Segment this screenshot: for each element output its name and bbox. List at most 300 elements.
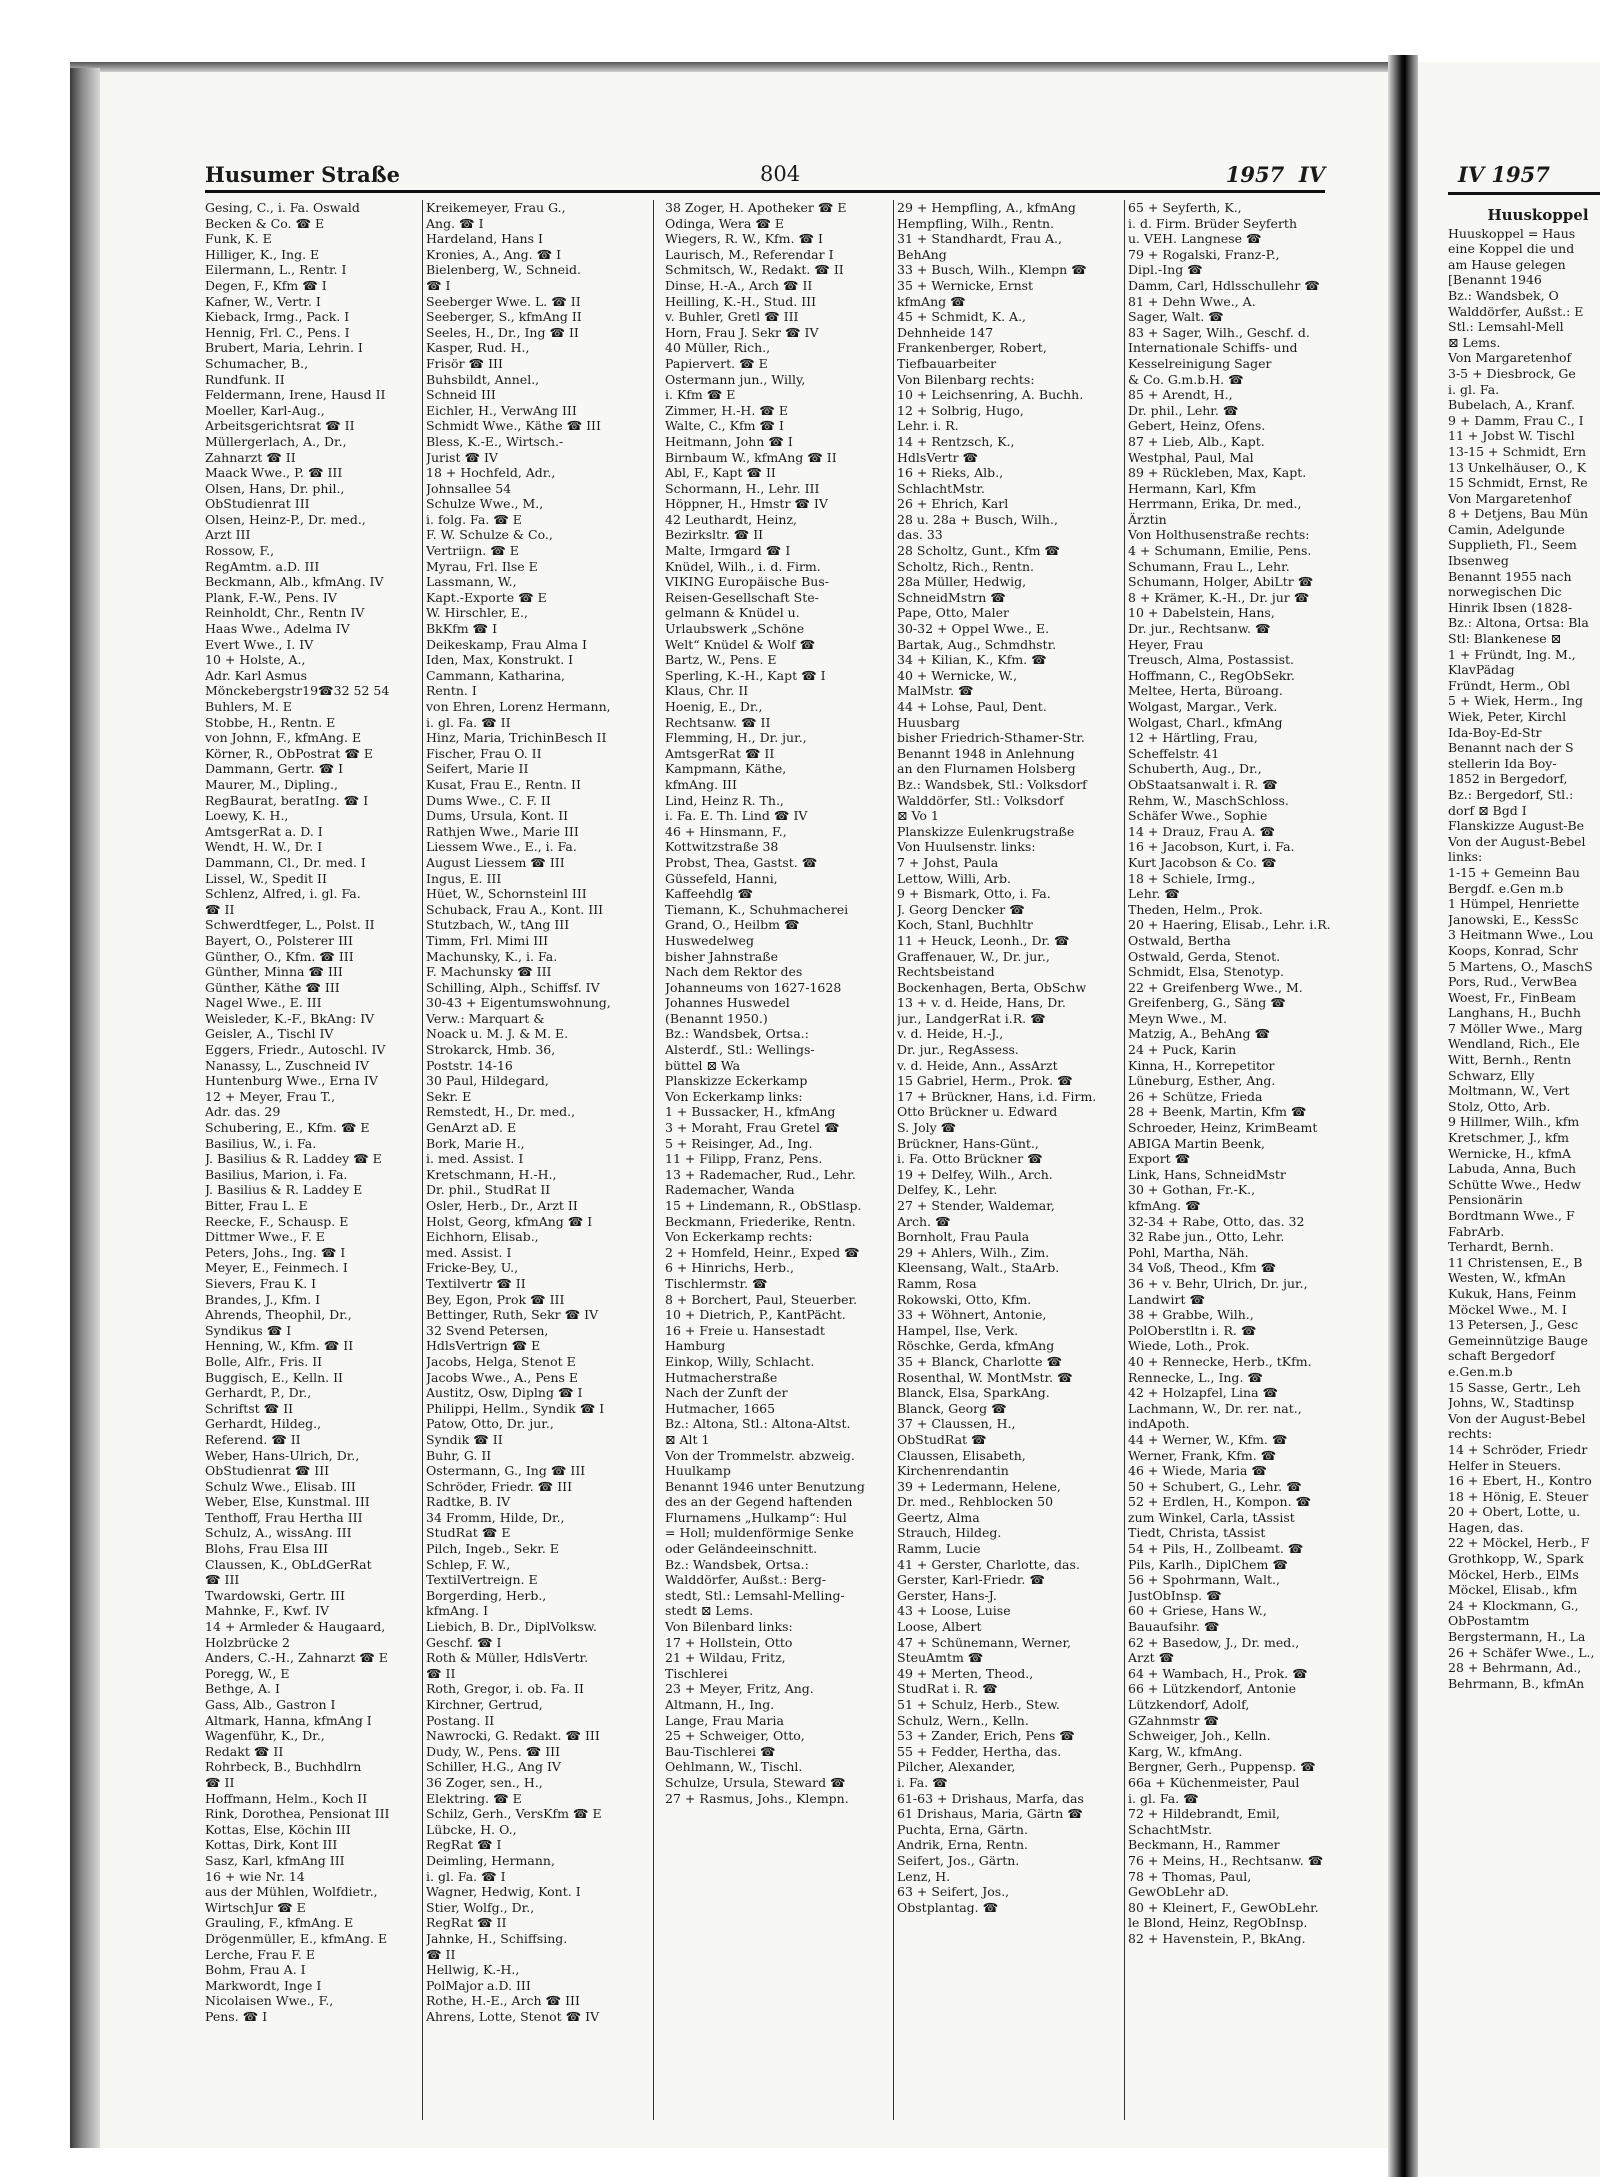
- directory-entry-line: Cammann, Katharina,: [426, 667, 565, 683]
- next-page-entry-line: 1 + Fründt, Ing. M.,: [1448, 646, 1576, 662]
- directory-entry-line: 35 + Wernicke, Ernst: [897, 277, 1034, 293]
- directory-entry-line: Sasz, Karl, kfmAng III: [205, 1852, 345, 1868]
- next-page-entry-line: schaft Bergedorf: [1448, 1348, 1555, 1364]
- directory-entry-line: Benannt 1946 unter Benutzung: [665, 1478, 865, 1494]
- directory-entry-line: 32 Rabe jun., Otto, Lehr.: [1128, 1229, 1285, 1245]
- directory-entry-line: Rundfunk. II: [205, 371, 285, 387]
- directory-entry-line: ObStudRat ☎: [897, 1431, 987, 1447]
- directory-entry-line: Hoenig, E., Dr.,: [665, 699, 763, 714]
- directory-entry-line: F. Machunsky ☎ III: [426, 964, 552, 980]
- directory-entry-line: 33 + Busch, Wilh., Klempn ☎: [897, 262, 1087, 278]
- directory-entry-line: Pilcher, Alexander,: [897, 1759, 1016, 1775]
- directory-entry-line: von Johnn, F., kfmAng. E: [205, 730, 362, 746]
- next-page-entry-line: Grothkopp, W., Spark: [1448, 1551, 1584, 1567]
- directory-entry-line: 36 + v. Behr, Ulrich, Dr. jur.,: [1128, 1275, 1308, 1291]
- directory-entry-line: Heitmann, John ☎ I: [665, 433, 793, 449]
- directory-entry-line: 27 + Rasmus, Johs., Klempn.: [665, 1790, 849, 1806]
- next-page-entry-line: KlavPädag: [1448, 662, 1515, 678]
- directory-entry-line: HdlsVertr ☎: [897, 449, 979, 465]
- directory-entry-line: Ang. ☎ I: [426, 215, 484, 231]
- directory-entry-line: Bork, Marie H.,: [426, 1135, 525, 1151]
- next-page-entry-line: Fründt, Herm., Obl: [1448, 677, 1571, 693]
- directory-entry-line: Funk, K. E: [205, 231, 272, 247]
- directory-entry-line: Seeberger, S., kfmAng II: [426, 309, 582, 325]
- directory-entry-line: Planskizze Eckerkamp: [665, 1073, 808, 1089]
- next-page-entry-line: Terhardt, Bernh.: [1448, 1239, 1554, 1255]
- directory-entry-line: Redakt ☎ II: [205, 1743, 284, 1759]
- directory-entry-line: Huswedelweg: [665, 932, 754, 948]
- directory-entry-line: Welt“ Knüdel & Wolf ☎: [665, 636, 816, 652]
- directory-entry-line: Nach dem Rektor des: [665, 964, 803, 980]
- directory-entry-line: 30 + Gothan, Fr.-K.,: [1128, 1182, 1256, 1198]
- directory-entry-line: S. Joly ☎: [897, 1120, 957, 1136]
- next-page-entry-line: 1 Hümpel, Henriette: [1448, 896, 1580, 912]
- directory-entry-line: Brückner, Hans-Günt.,: [897, 1135, 1039, 1151]
- directory-entry-line: 85 + Arendt, H.,: [1128, 387, 1233, 403]
- directory-entry-line: Meyn Wwe., M.: [1128, 1010, 1227, 1026]
- directory-entry-line: 83 + Sager, Wilh., Geschf. d.: [1128, 324, 1310, 340]
- directory-entry-line: StudRat i. R. ☎: [897, 1681, 998, 1697]
- directory-entry-line: 26 + Ehrich, Karl: [897, 496, 1009, 512]
- directory-entry-line: RegRat ☎ II: [426, 1915, 507, 1931]
- directory-entry-line: Rossow, F.,: [205, 543, 275, 559]
- directory-entry-line: Schulze Wwe., M.,: [426, 496, 544, 512]
- next-page-entry-line: Wernicke, H., kfmA: [1448, 1145, 1572, 1161]
- directory-entry-line: Lind, Heinz R. Th.,: [665, 792, 784, 808]
- directory-entry-line: Huulkamp: [665, 1463, 731, 1479]
- directory-entry-line: Liebich, B. Dr., DiplVolksw.: [426, 1619, 597, 1635]
- directory-entry-line: Andrik, Erna, Rentn.: [897, 1837, 1029, 1853]
- directory-entry-line: SchachtMstr.: [1128, 1821, 1212, 1837]
- next-page-entry-line: Flanskizze August-Be: [1448, 818, 1585, 834]
- next-page-entry-line: Von Margaretenhof: [1448, 490, 1572, 506]
- directory-entry-line: 61-63 + Drishaus, Marfa, das: [897, 1790, 1084, 1806]
- next-page-entry-line: 14 + Schröder, Friedr: [1448, 1441, 1588, 1457]
- directory-entry-line: Tiefbauarbeiter: [897, 355, 997, 371]
- directory-entry-line: 34 Fromm, Hilde, Dr.,: [426, 1509, 565, 1525]
- directory-entry-line: Schulz, Wern., Kelln.: [897, 1712, 1029, 1728]
- directory-entry-line: 44 + Werner, W., Kfm. ☎: [1128, 1431, 1288, 1447]
- directory-entry-line: 51 + Schulz, Herb., Stew.: [897, 1697, 1060, 1712]
- directory-entry-line: 10 + Dabelstein, Hans,: [1128, 605, 1275, 621]
- directory-entry-line: Heilling, K.-H., Stud. III: [665, 293, 817, 309]
- directory-entry-line: kfmAng. III: [665, 776, 737, 792]
- directory-entry-line: Rechtsbeistand: [897, 964, 995, 980]
- directory-entry-line: 13 + v. d. Heide, Hans, Dr.: [897, 995, 1066, 1011]
- directory-entry-line: 55 + Fedder, Hertha, das.: [897, 1743, 1062, 1759]
- directory-entry-line: Geschf. ☎ I: [426, 1634, 502, 1650]
- directory-entry-line: Hilliger, K., Ing. E: [205, 246, 320, 262]
- directory-entry-line: Rademacher, Wanda: [665, 1182, 795, 1198]
- next-page-entry-line: [Benannt 1946: [1448, 272, 1542, 288]
- directory-entry-line: Huntenburg Wwe., Erna IV: [205, 1073, 378, 1089]
- directory-entry-line: 35 + Blanck, Charlotte ☎: [897, 1353, 1063, 1369]
- directory-entry-line: Kirchenrendantin: [897, 1463, 1009, 1479]
- directory-entry-line: Liessem Wwe., E., i. Fa.: [426, 839, 577, 855]
- next-page-entry-line: Bz.: Wandsbek, O: [1448, 287, 1559, 303]
- directory-entry-line: Schäfer Wwe., Sophie: [1128, 808, 1268, 824]
- directory-entry-line: 52 + Erdlen, H., Kompon. ☎: [1128, 1494, 1312, 1510]
- directory-entry-line: Malte, Irmgard ☎ I: [665, 543, 791, 559]
- directory-entry-line: Von Eckerkamp links:: [665, 1088, 803, 1104]
- directory-entry-line: Timm, Frl. Mimi III: [426, 932, 549, 948]
- directory-entry-line: 13 + Rademacher, Rud., Lehr.: [665, 1166, 856, 1182]
- directory-entry-line: 30 Paul, Hildegard,: [426, 1073, 549, 1089]
- directory-entry-line: Rehm, W., MaschSchloss.: [1128, 792, 1289, 808]
- directory-entry-line: RegBaurat, beratIng. ☎ I: [205, 792, 369, 808]
- directory-entry-line: Schwerdtfeger, L., Polst. II: [205, 917, 375, 933]
- directory-entry-line: 12 + Meyer, Frau T.,: [205, 1088, 336, 1104]
- directory-entry-line: 1 + Bussacker, H., kfmAng: [665, 1104, 836, 1120]
- directory-entry-line: 46 + Hinsmann, F.,: [665, 823, 787, 839]
- directory-entry-line: med. Assist. I: [426, 1244, 512, 1260]
- directory-entry-line: Körner, R., ObPostrat ☎ E: [205, 745, 374, 761]
- directory-entry-line: PolOberstltn i. R. ☎: [1128, 1322, 1257, 1338]
- directory-entry-line: 54 + Pils, H., Zollbeamt. ☎: [1128, 1541, 1304, 1557]
- directory-entry-line: Verw.: Marquart &: [426, 1010, 545, 1026]
- directory-entry-line: Günther, Minna ☎ III: [205, 964, 343, 980]
- directory-entry-line: Poststr. 14-16: [426, 1057, 513, 1073]
- directory-entry-line: Sekr. E: [426, 1088, 472, 1104]
- directory-entry-line: Eichler, H., VerwAng III: [426, 402, 577, 418]
- directory-entry-line: ☎ III: [205, 1572, 240, 1588]
- directory-entry-line: i. med. Assist. I: [426, 1151, 524, 1167]
- directory-entry-line: Ärztin: [1128, 511, 1167, 527]
- directory-entry-line: v. d. Heide, H.-J.,: [897, 1026, 1004, 1042]
- directory-entry-line: Nagel Wwe., E. III: [205, 995, 322, 1011]
- directory-entry-line: Schweiger, Joh., Kelln.: [1128, 1728, 1271, 1744]
- directory-entry-line: Anders, C.-H., Zahnarzt ☎ E: [205, 1650, 388, 1666]
- directory-entry-line: Schröder, Friedr. ☎ III: [426, 1478, 573, 1494]
- directory-entry-line: Mahnke, F., Kwf. IV: [205, 1603, 330, 1619]
- directory-entry-line: Schumann, Frau L., Lehr.: [1128, 558, 1290, 574]
- directory-entry-line: 38 Zoger, H. Apotheker ☎ E: [665, 200, 847, 215]
- directory-entry-line: Walddörfer, Außst.: Berg-: [665, 1572, 827, 1588]
- next-page-entry-line: Von Margaretenhof: [1448, 350, 1572, 366]
- directory-entry-line: Poregg, W., E: [205, 1665, 290, 1681]
- directory-entry-line: Elektring. ☎ E: [426, 1790, 522, 1806]
- directory-entry-line: 37 + Claussen, H.,: [897, 1416, 1016, 1432]
- directory-entry-line: Eggers, Friedr., Autoschl. IV: [205, 1042, 386, 1058]
- directory-entry-line: ☎ II: [205, 901, 235, 917]
- next-page-entry-line: i. gl. Fa.: [1448, 381, 1500, 397]
- next-page-entry-line: 11 Christensen, E., B: [1448, 1254, 1583, 1270]
- next-page-entry-line: Wendland, Rich., Ele: [1448, 1036, 1580, 1052]
- directory-entry-line: ☎ I: [426, 277, 451, 293]
- directory-column-5: [1128, 200, 1350, 2120]
- directory-entry-line: Kieback, Irmg., Pack. I: [205, 309, 350, 325]
- directory-entry-line: 36 Zoger, sen., H.,: [426, 1774, 543, 1790]
- next-page-entry-line: Witt, Bernh., Rentn: [1448, 1052, 1572, 1068]
- directory-entry-line: 11 + Filipp, Franz, Pens.: [665, 1151, 823, 1167]
- directory-entry-line: Buhr, G. II: [426, 1447, 492, 1463]
- directory-entry-line: Pilch, Ingeb., Sekr. E: [426, 1541, 559, 1557]
- directory-entry-line: Müllergerlach, A., Dr.,: [205, 433, 347, 449]
- directory-entry-line: Seeles, H., Dr., Ing ☎ II: [426, 324, 579, 340]
- directory-entry-line: 30-32 + Oppel Wwe., E.: [897, 621, 1050, 637]
- directory-entry-line: Internationale Schiffs- und: [1128, 340, 1298, 356]
- directory-entry-line: 3 + Moraht, Frau Gretel ☎: [665, 1120, 840, 1136]
- directory-entry-line: 38 + Grabbe, Wilh.,: [1128, 1307, 1254, 1323]
- directory-entry-line: Fischer, Frau O. II: [426, 745, 542, 761]
- directory-entry-line: v. Buhler, Gretl ☎ III: [665, 309, 799, 325]
- directory-entry-line: Altmann, H., Ing.: [665, 1697, 775, 1712]
- directory-entry-line: ☎ II: [205, 1774, 235, 1790]
- directory-entry-line: RegRat ☎ I: [426, 1837, 502, 1853]
- directory-entry-line: Von Bilenbard links:: [665, 1619, 793, 1635]
- next-page-entry-line: Wiek, Peter, Kirchl: [1448, 709, 1567, 724]
- directory-entry-line: Ahrens, Lotte, Stenot ☎ IV: [426, 2008, 600, 2024]
- next-page-entry-line: 15 Sasse, Gertr., Leh: [1448, 1379, 1581, 1395]
- directory-entry-line: Dr. jur., Rechtsanw. ☎: [1128, 621, 1271, 637]
- street-title: Husumer Straße: [205, 162, 401, 187]
- directory-entry-line: Arzt III: [205, 527, 251, 543]
- directory-entry-line: Schlep, F. W.,: [426, 1556, 511, 1572]
- directory-entry-line: Westphal, Paul, Mal: [1128, 449, 1254, 465]
- directory-entry-line: Holst, Georg, kfmAng ☎ I: [426, 1213, 593, 1229]
- directory-entry-line: Rechtsanw. ☎ II: [665, 714, 771, 730]
- directory-entry-line: Jahnke, H., Schiffsing.: [426, 1930, 568, 1946]
- directory-entry-line: 5 + Reisinger, Ad., Ing.: [665, 1135, 813, 1151]
- directory-entry-line: 6 + Hinrichs, Herb.,: [665, 1260, 794, 1276]
- next-page-entry-line: Stolz, Otto, Arb.: [1448, 1098, 1551, 1114]
- directory-entry-line: Puchta, Erna, Gärtn.: [897, 1821, 1028, 1837]
- directory-entry-line: Nach der Zunft der: [665, 1385, 788, 1401]
- directory-entry-line: Frankenberger, Robert,: [897, 340, 1047, 356]
- directory-entry-line: 87 + Lieb, Alb., Kapt.: [1128, 433, 1265, 449]
- directory-entry-line: Blanck, Elsa, SparkAng.: [897, 1385, 1050, 1401]
- directory-entry-line: Kottas, Else, Köchin III: [205, 1821, 351, 1837]
- directory-entry-line: das. 33: [897, 527, 943, 543]
- directory-entry-line: Schmidt Wwe., Käthe ☎ III: [426, 418, 601, 434]
- directory-entry-line: Pens. ☎ I: [205, 2008, 268, 2024]
- directory-entry-line: Grauling, F., kfmAng. E: [205, 1915, 354, 1931]
- directory-entry-line: Geisler, A., Tischl IV: [205, 1026, 334, 1042]
- next-page-entry-line: stellerin Ida Boy-: [1448, 755, 1557, 771]
- next-page-entry-line: norwegischen Dic: [1448, 584, 1562, 600]
- directory-entry-line: i. gl. Fa. ☎ II: [426, 714, 511, 730]
- column-divider: [653, 200, 654, 2120]
- directory-entry-line: Wiegers, R. W., Kfm. ☎ I: [665, 231, 823, 247]
- directory-entry-line: ☎ II: [426, 1665, 456, 1681]
- directory-entry-line: Zahnarzt ☎ II: [205, 449, 296, 465]
- directory-entry-line: Meltee, Herta, Büroang.: [1128, 683, 1283, 699]
- directory-entry-line: Rink, Dorothea, Pensionat III: [205, 1806, 390, 1822]
- directory-entry-line: Gebert, Heinz, Ofens.: [1128, 418, 1266, 434]
- directory-entry-line: u. VEH. Langnese ☎: [1128, 231, 1262, 247]
- directory-entry-line: Nawrocki, G. Redakt. ☎ III: [426, 1728, 600, 1744]
- directory-entry-line: Jacobs, Helga, Stenot E: [426, 1353, 576, 1369]
- directory-entry-line: stedt ⊠ Lems.: [665, 1603, 754, 1619]
- directory-entry-line: des an der Gegend haftenden: [665, 1494, 853, 1510]
- directory-entry-line: Dehnheide 147: [897, 324, 994, 340]
- directory-entry-line: Schumacher, B.,: [205, 355, 309, 371]
- directory-entry-line: 32-34 + Rabe, Otto, das. 32: [1128, 1213, 1305, 1229]
- directory-entry-line: Stutzbach, W., tAng III: [426, 917, 570, 933]
- directory-entry-line: i. folg. Fa. ☎ E: [426, 511, 522, 527]
- directory-entry-line: Beckmann, H., Rammer: [1128, 1837, 1280, 1853]
- next-page-entry-line: Von der August-Bebel: [1448, 1410, 1586, 1426]
- directory-entry-line: SchneidMstrn ☎: [897, 589, 1006, 605]
- next-page-entry-line: eine Koppel die und: [1448, 241, 1575, 257]
- directory-entry-line: Urlaubswerk „Schöne: [665, 621, 805, 637]
- directory-entry-line: Kasper, Rud. H.,: [426, 340, 530, 356]
- directory-entry-line: 15 + Lindemann, R., ObStlasp.: [665, 1198, 862, 1213]
- directory-column-1: [205, 200, 427, 2120]
- directory-entry-line: Schumann, Holger, AbiLtr ☎: [1128, 574, 1314, 590]
- directory-entry-line: Sievers, Frau K. I: [205, 1275, 317, 1291]
- directory-entry-line: 82 + Havenstein, P., BkAng.: [1128, 1930, 1306, 1946]
- directory-entry-line: Scheffelstr. 41: [1128, 745, 1220, 761]
- directory-entry-line: Delfey, K., Lehr.: [897, 1182, 998, 1198]
- directory-entry-line: jur., LandgerRat i.R. ☎: [897, 1010, 1046, 1026]
- directory-entry-line: Pohl, Martha, Näh.: [1128, 1244, 1249, 1260]
- directory-entry-line: Deimling, Hermann,: [426, 1852, 555, 1868]
- directory-entry-line: Brandes, J., Kfm. I: [205, 1291, 321, 1307]
- directory-entry-line: Einkop, Willy, Schlacht.: [665, 1353, 815, 1369]
- directory-entry-line: 16 + wie Nr. 14: [205, 1868, 305, 1884]
- directory-entry-line: Wendt, H. W., Dr. I: [205, 839, 323, 855]
- next-page-entry-line: Pensionärin: [1448, 1192, 1523, 1208]
- column-divider: [1124, 200, 1125, 2120]
- directory-entry-line: Schulze, Ursula, Steward ☎: [665, 1774, 846, 1790]
- directory-entry-line: Claussen, K., ObLdGerRat: [205, 1556, 372, 1572]
- directory-entry-line: 17 + Hollstein, Otto: [665, 1634, 793, 1650]
- page-header: [205, 162, 1325, 193]
- directory-entry-line: Deikeskamp, Frau Alma I: [426, 636, 587, 652]
- directory-entry-line: Ostermann, G., Ing ☎ III: [426, 1463, 586, 1479]
- next-page-rule: [1448, 192, 1600, 195]
- directory-entry-line: Bey, Egon, Prok ☎ III: [426, 1291, 565, 1307]
- directory-entry-line: Bezirksltr. ☎ II: [665, 527, 764, 543]
- directory-entry-line: Geertz, Alma: [897, 1509, 980, 1525]
- directory-entry-line: Werner, Frank, Kfm. ☎: [1128, 1447, 1277, 1463]
- directory-entry-line: Weber, Else, Kunstmal. III: [205, 1494, 370, 1510]
- directory-entry-line: Günther, O., Kfm. ☎ III: [205, 948, 354, 964]
- directory-entry-line: Gerster, Hans-J.: [897, 1587, 997, 1603]
- directory-entry-line: Rentn. I: [426, 683, 477, 699]
- directory-entry-line: Bielenberg, W., Schneid.: [426, 262, 581, 278]
- directory-entry-line: Tiemann, K., Schuhmacherei: [665, 901, 849, 917]
- directory-entry-line: Lehr. i. R.: [897, 418, 959, 434]
- directory-entry-line: Gass, Alb., Gastron I: [205, 1697, 336, 1712]
- directory-entry-line: Probst, Thea, Gastst. ☎: [665, 854, 818, 870]
- directory-entry-line: Zimmer, H.-H. ☎ E: [665, 402, 788, 418]
- directory-entry-line: Huusbarg: [897, 714, 960, 730]
- directory-entry-line: Rennecke, L., Ing. ☎: [1128, 1369, 1263, 1385]
- directory-column-3: [665, 200, 887, 2120]
- directory-entry-line: Stobbe, H., Rentn. E: [205, 714, 336, 730]
- directory-entry-line: 16 + Freie u. Hansestadt: [665, 1322, 825, 1338]
- directory-entry-line: 62 + Basedow, J., Dr. med.,: [1128, 1634, 1300, 1650]
- next-page-entry-line: Von der August-Bebel: [1448, 833, 1586, 849]
- directory-entry-line: Dr. jur., RegAssess.: [897, 1042, 1019, 1058]
- directory-entry-line: Dipl.-Ing ☎: [1128, 262, 1203, 278]
- directory-entry-line: Odinga, Wera ☎ E: [665, 215, 784, 231]
- directory-entry-line: le Blond, Heinz, RegObInsp.: [1128, 1915, 1308, 1931]
- directory-entry-line: Dinse, H.-A., Arch ☎ II: [665, 277, 813, 293]
- directory-entry-line: Laurisch, M., Referendar I: [665, 246, 834, 262]
- directory-entry-line: Kinna, H., Korrepetitor: [1128, 1057, 1275, 1073]
- directory-entry-line: Markwordt, Inge I: [205, 1977, 322, 1993]
- directory-entry-line: Hempfling, Wilh., Rentn.: [897, 215, 1054, 231]
- directory-entry-line: = Holl; muldenförmige Senke: [665, 1525, 854, 1541]
- next-page-entry-line: Benannt 1955 nach: [1448, 568, 1572, 584]
- directory-entry-line: 12 + Solbrig, Hugo,: [897, 402, 1024, 418]
- directory-entry-line: 78 + Thomas, Paul,: [1128, 1868, 1252, 1884]
- directory-entry-line: Sager, Walt. ☎: [1128, 309, 1224, 325]
- directory-entry-line: Tenthoff, Frau Hertha III: [205, 1509, 363, 1525]
- next-page-entry-line: Benannt nach der S: [1448, 740, 1574, 756]
- directory-entry-line: 61 Drishaus, Maria, Gärtn ☎: [897, 1806, 1083, 1822]
- scan-edge-top: [70, 62, 1400, 72]
- directory-entry-line: Flurnamens „Hulkamp“: Hul: [665, 1509, 847, 1525]
- directory-entry-line: an den Flurnamen Holsberg: [897, 761, 1076, 777]
- directory-entry-line: 14 + Rentzsch, K.,: [897, 433, 1015, 449]
- directory-entry-line: Lüneburg, Esther, Ang.: [1128, 1073, 1276, 1089]
- directory-entry-line: & Co. G.m.b.H. ☎: [1128, 371, 1244, 387]
- directory-entry-line: 40 + Rennecke, Herb., tKfm.: [1128, 1353, 1312, 1369]
- directory-entry-line: 43 + Loose, Luise: [897, 1603, 1011, 1619]
- directory-entry-line: BkKfm ☎ I: [426, 621, 498, 637]
- next-page-entry-line: Camin, Adelgunde: [1448, 521, 1565, 537]
- directory-entry-line: i. Fa. Otto Brückner ☎: [897, 1151, 1043, 1167]
- directory-entry-line: Beckmann, Alb., kfmAng. IV: [205, 574, 384, 590]
- directory-entry-line: Tiedt, Christa, tAssist: [1128, 1525, 1266, 1541]
- next-page-entry-line: Johns, W., Stadtinsp: [1448, 1395, 1575, 1411]
- directory-entry-line: Kleensang, Walt., StaArb.: [897, 1260, 1060, 1276]
- directory-entry-line: Bless, K.-E., Wirtsch.-: [426, 433, 564, 449]
- directory-entry-line: 89 + Rückleben, Max, Kapt.: [1128, 465, 1307, 481]
- next-page-entry-line: ObPostamtm: [1448, 1613, 1530, 1629]
- directory-entry-line: Karg, W., kfmAng.: [1128, 1743, 1243, 1759]
- next-page-entry-line: Koops, Konrad, Schr: [1448, 942, 1578, 958]
- directory-entry-line: 20 + Haering, Elisab., Lehr. i.R.: [1128, 917, 1331, 933]
- directory-entry-line: Nicolaisen Wwe., F.,: [205, 1993, 334, 2009]
- directory-entry-line: Hermann, Karl, Kfm: [1128, 480, 1257, 496]
- directory-entry-line: Rohrbeck, B., Buchhdlrn: [205, 1759, 362, 1775]
- directory-entry-line: Hutmacher, 1665: [665, 1400, 776, 1416]
- directory-entry-line: Bockenhagen, Berta, ObSchw: [897, 979, 1087, 995]
- directory-entry-line: 18 + Schiele, Irmg.,: [1128, 870, 1256, 886]
- directory-entry-line: Klaus, Chr. II: [665, 683, 749, 699]
- directory-entry-line: Bz.: Wandsbek, Ortsa.:: [665, 1556, 809, 1572]
- next-page: [1418, 62, 1600, 2177]
- directory-entry-line: Buggisch, E., Kelln. II: [205, 1369, 343, 1385]
- directory-entry-line: Arch. ☎: [897, 1213, 951, 1229]
- directory-entry-line: Seifert, Jos., Gärtn.: [897, 1852, 1020, 1868]
- next-page-header: IV 1957: [1458, 162, 1550, 187]
- directory-entry-line: WirtschJur ☎ E: [205, 1899, 306, 1915]
- directory-entry-line: Hardeland, Hans I: [426, 231, 543, 247]
- next-page-entry-line: Schütte Wwe., Hedw: [1448, 1176, 1581, 1192]
- directory-entry-line: 33 + Wöhnert, Antonie,: [897, 1307, 1047, 1323]
- directory-entry-line: Altmark, Hanna, kfmAng I: [205, 1712, 372, 1728]
- directory-column-4: [897, 200, 1119, 2120]
- directory-entry-line: Adr. Karl Asmus: [205, 667, 308, 683]
- directory-entry-line: GZahnmstr ☎: [1128, 1712, 1220, 1728]
- directory-entry-line: Von der Trommelstr. abzweig.: [665, 1447, 855, 1463]
- directory-entry-line: Bz.: Wandsbek, Stl.: Volksdorf: [897, 776, 1087, 792]
- directory-entry-line: AmtsgerRat ☎ II: [665, 745, 775, 761]
- directory-entry-line: 34 + Kilian, K., Kfm. ☎: [897, 652, 1047, 668]
- next-page-entry-line: dorf ⊠ Bgd I: [1448, 802, 1527, 818]
- directory-entry-line: Olsen, Heinz-P., Dr. med.,: [205, 511, 366, 527]
- directory-entry-line: Weisleder, K.-F., BkAng: IV: [205, 1010, 375, 1026]
- directory-entry-line: Alsterdf., Stl.: Wellings-: [665, 1042, 815, 1058]
- next-page-entry-line: Stl: Blankenese ⊠: [1448, 631, 1562, 647]
- volume: IV: [1298, 162, 1325, 187]
